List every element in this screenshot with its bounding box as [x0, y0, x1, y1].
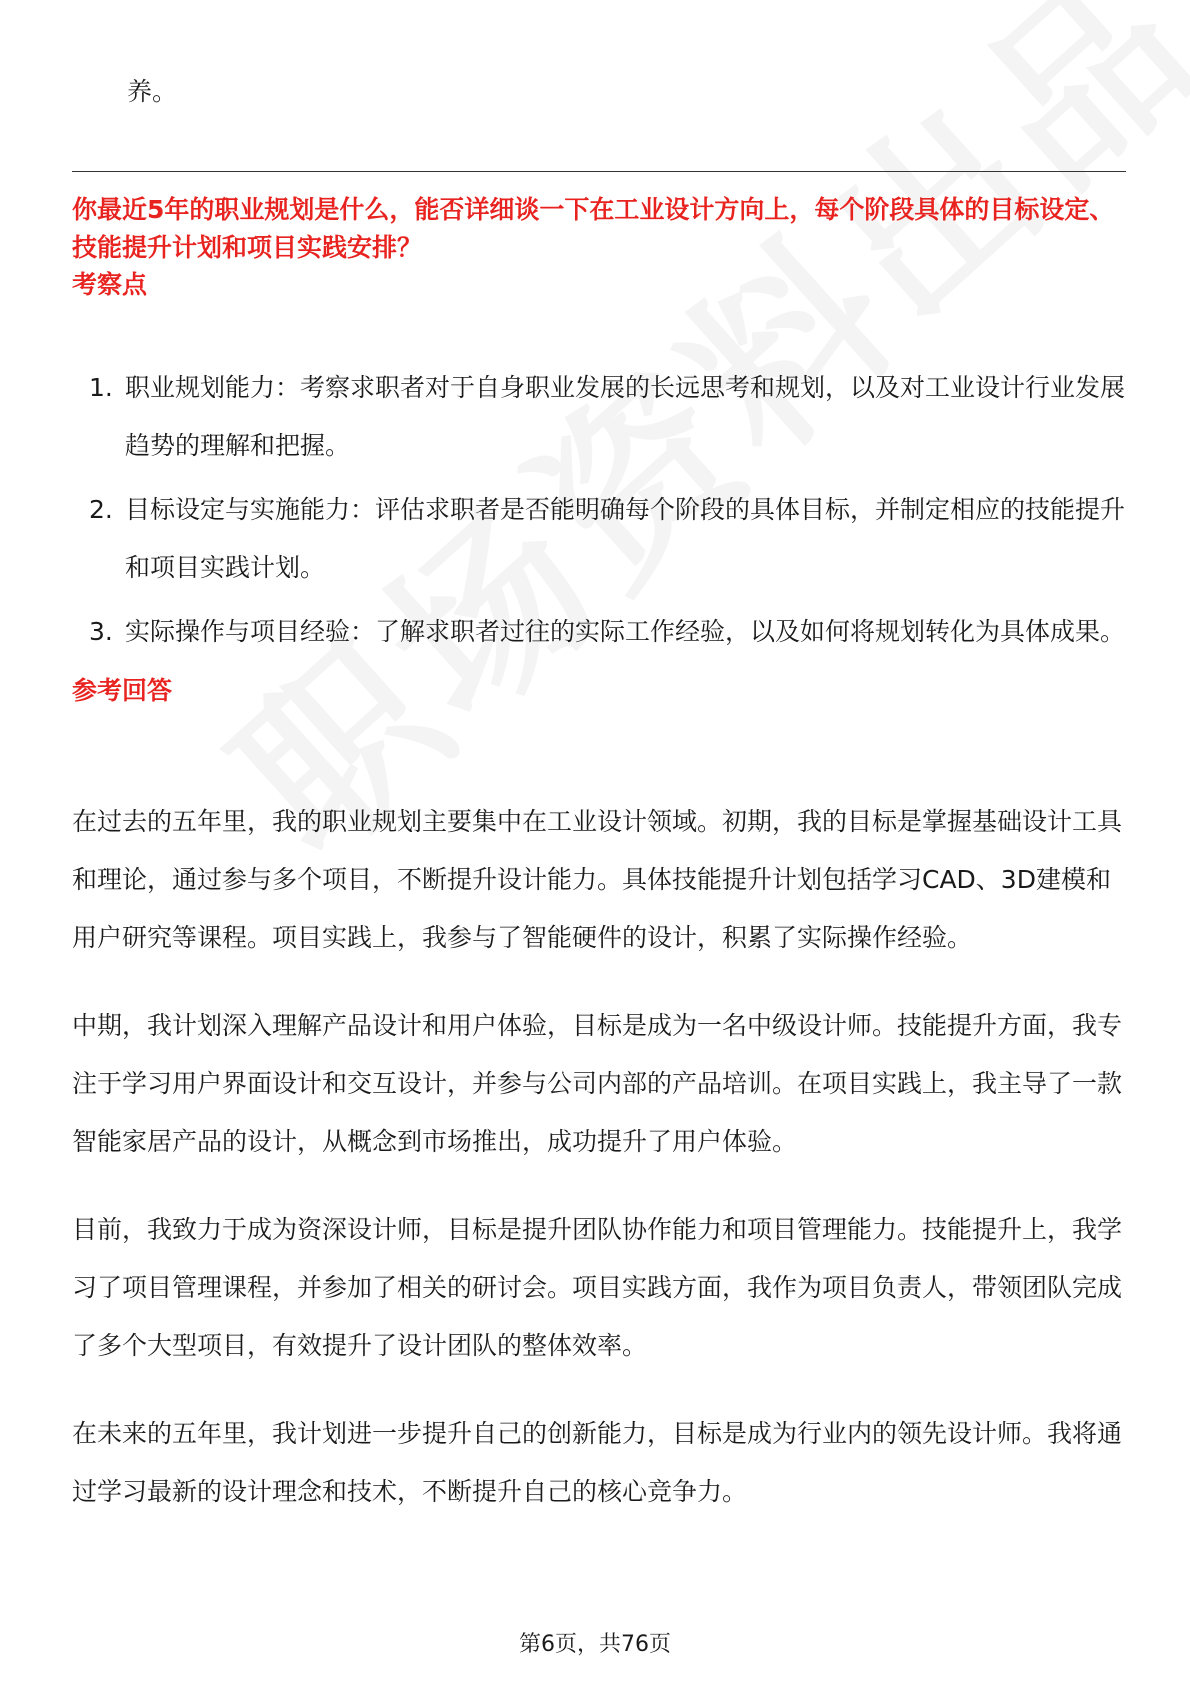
page-footer: 第6页，共76页	[519, 1632, 671, 1657]
answer-heading: 参考回答	[72, 676, 173, 705]
section-divider	[72, 171, 1126, 172]
assessment-points-list	[72, 359, 1128, 667]
assessment-point	[72, 359, 1128, 475]
assessment-point	[72, 481, 1128, 597]
point-number: 3.	[89, 617, 113, 646]
continuation-text: 养。	[127, 77, 178, 106]
answer-body	[72, 793, 1128, 1551]
answer-paragraph: 在过去的五年里，我的职业规划主要集中在工业设计领域。初期，我的目标是掌握基础设计工具和理论，通过参与多个项目，不断提升设计能力。具体技能提升计划包括学习CAD、3D建模和用户研究等课程。项目实践上，我参与了智能硬件的设计，积累了实际操作经验。	[72, 807, 1123, 952]
point-number: 2.	[89, 495, 113, 524]
point-text: 目标设定与实施能力：评估求职者是否能明确每个阶段的具体目标，并制定相应的技能提升和项目实践计划。	[125, 495, 1126, 582]
answer-paragraph: 目前，我致力于成为资深设计师，目标是提升团队协作能力和项目管理能力。技能提升上，我学习了项目管理课程，并参加了相关的研讨会。项目实践方面，我作为项目负责人，带领团队完成了多个大型项目，有效提升了设计团队的整体效率。	[72, 1215, 1123, 1360]
answer-paragraph: 中期，我计划深入理解产品设计和用户体验，目标是成为一名中级设计师。技能提升方面，我专注于学习用户界面设计和交互设计，并参与公司内部的产品培训。在项目实践上，我主导了一款智能家居产品的设计，从概念到市场推出，成功提升了用户体验。	[72, 1011, 1123, 1156]
interview-question: 你最近5年的职业规划是什么，能否详细谈一下在工业设计方向上，每个阶段具体的目标设定、技能提升计划和项目实践安排？	[72, 195, 1115, 262]
point-text: 职业规划能力：考察求职者对于自身职业发展的长远思考和规划，以及对工业设计行业发展趋势的理解和把握。	[125, 373, 1126, 460]
assessment-point	[72, 603, 1128, 661]
point-number: 1.	[89, 373, 113, 402]
point-text: 实际操作与项目经验：了解求职者过往的实际工作经验，以及如何将规划转化为具体成果。	[125, 617, 1126, 646]
answer-paragraph: 在未来的五年里，我计划进一步提升自己的创新能力，目标是成为行业内的领先设计师。我将通过学习最新的设计理念和技术，不断提升自己的核心竞争力。	[72, 1419, 1123, 1506]
assessment-heading: 考察点	[72, 270, 148, 299]
